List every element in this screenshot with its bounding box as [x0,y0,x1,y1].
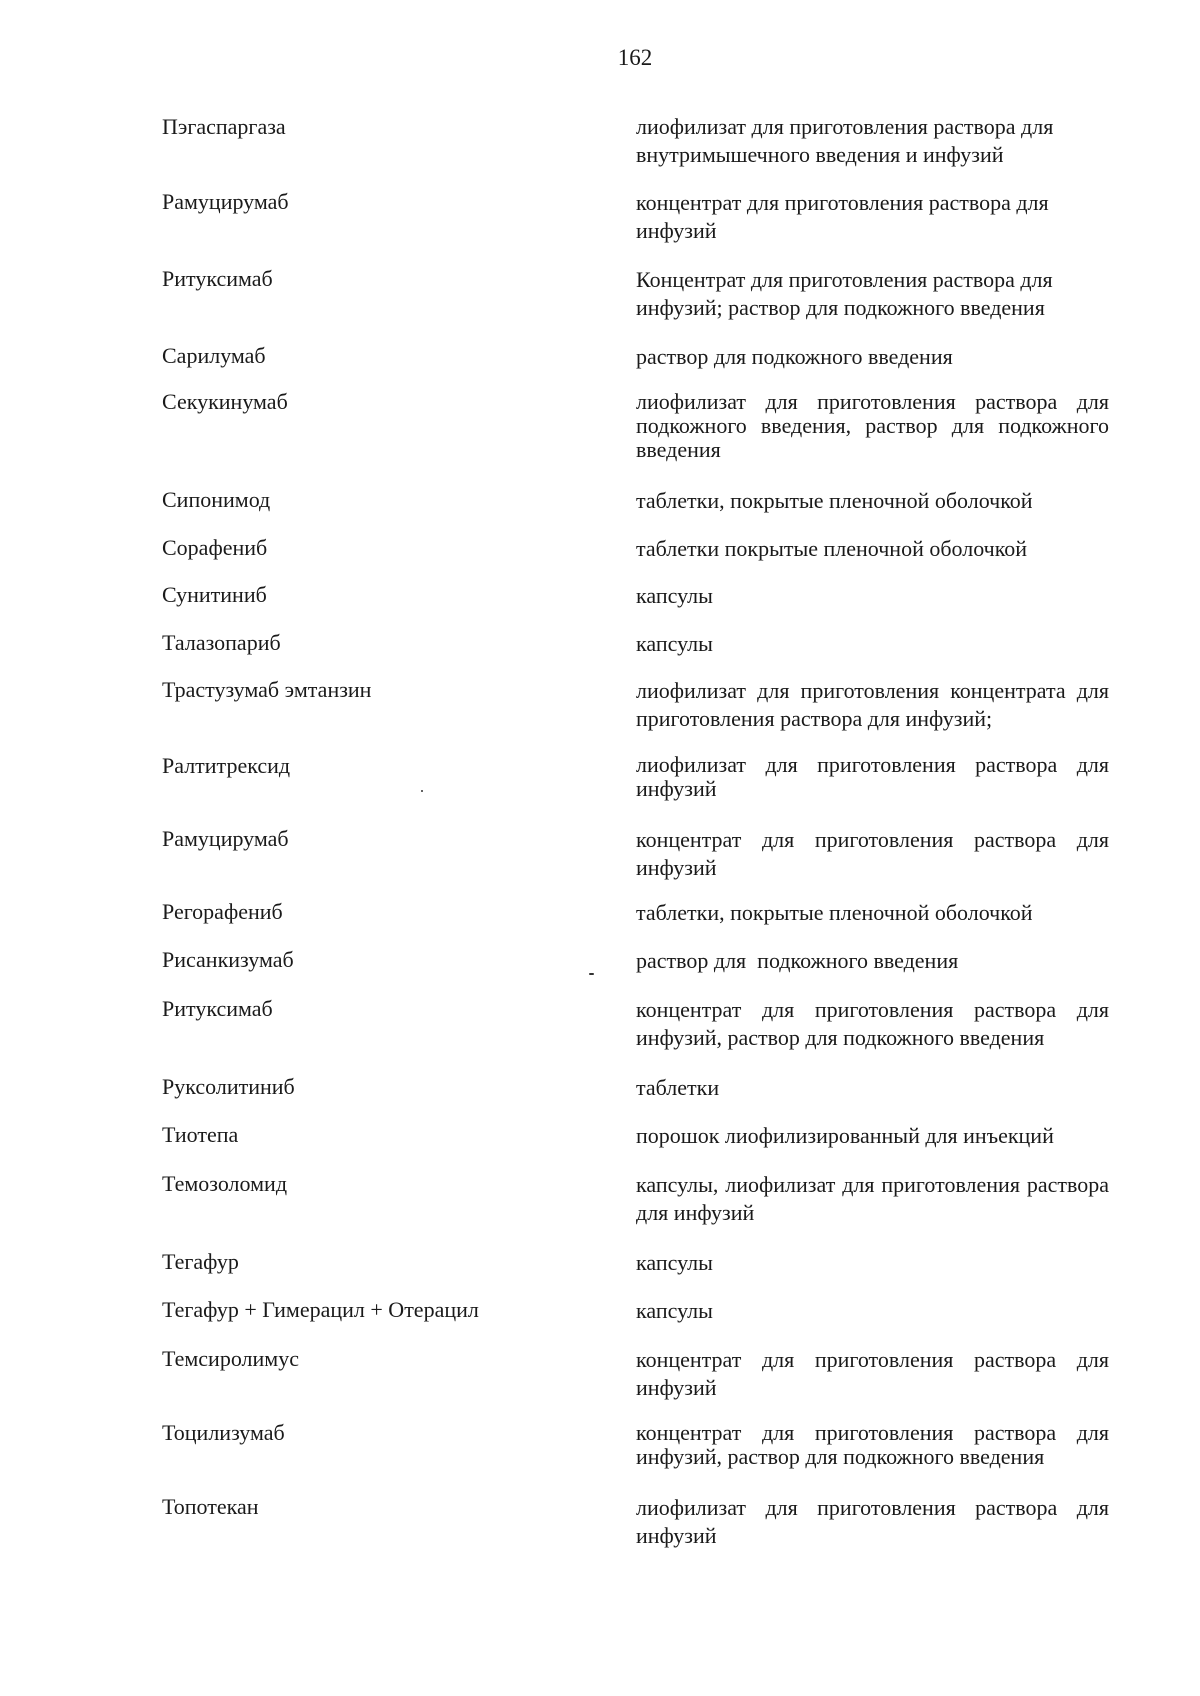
drug-name: Тегафур [162,1249,239,1274]
dosage-form: лиофилизат для приготовления раствора для инфузий [636,752,1109,801]
drug-name: Ритуксимаб [162,266,273,291]
drug-name: Топотекан [162,1494,259,1519]
dosage-form: таблетки [636,1075,720,1100]
drug-name: Тиотепа [162,1122,239,1147]
dosage-form: концентрат для приготовления раствора для инфузий, раствор для подкожного введения [636,1420,1109,1469]
drug-name: Ралтитрексид [162,753,291,778]
drug-name: Темозоломид [162,1171,288,1196]
dosage-form: концентрат для приготовления раствора для инфузий [636,1347,1109,1400]
drug-name: Тегафур + Гимерацил + Отерацил [162,1297,479,1322]
drug-name: Сорафениб [162,535,268,560]
dosage-form: капсулы, лиофилизат для приготовления раствора для инфузий [636,1172,1109,1225]
drug-name: Рамуцирумаб [162,826,289,851]
dosage-form: лиофилизат для приготовления раствора для подкожного введения, раствор для подкожного введения [636,389,1109,462]
scan-speck [589,973,594,975]
dosage-form: капсулы [636,1250,713,1275]
drug-name: Пэгаспаргаза [162,114,286,139]
drug-name: Сарилумаб [162,343,266,368]
drug-name: Рисанкизумаб [162,947,294,972]
drug-name: Ритуксимаб [162,996,273,1021]
drug-name: Сипонимод [162,487,271,512]
dosage-form: капсулы [636,631,713,656]
scan-speck [421,790,423,792]
dosage-form: концентрат для приготовления раствора для инфузий [636,190,1049,243]
dosage-form: раствор для подкожного введения [636,344,953,369]
dosage-form: Концентрат для приготовления раствора для инфузий; раствор для подкожного введения [636,267,1053,320]
dosage-form: лиофилизат для приготовления раствора для внутримышечного введения и инфузий [636,114,1054,167]
drug-name: Регорафениб [162,899,283,924]
drug-name: Сунитиниб [162,582,267,607]
dosage-form: лиофилизат для приготовления раствора для инфузий [636,1495,1109,1548]
dosage-form: порошок лиофилизированный для инъекций [636,1123,1054,1148]
dosage-form: капсулы [636,583,713,608]
drug-name: Талазопариб [162,630,281,655]
drug-name: Тоцилизумаб [162,1420,285,1445]
drug-name: Трастузумаб эмтанзин [162,677,372,702]
dosage-form: таблетки, покрытые пленочной оболочкой [636,488,1033,513]
dosage-form: раствор для подкожного введения [636,948,959,973]
drug-name: Рамуцирумаб [162,189,289,214]
dosage-form: таблетки, покрытые пленочной оболочкой [636,900,1033,925]
dosage-form: таблетки покрытые пленочной оболочкой [636,536,1028,561]
dosage-form: лиофилизат для приготовления концентрата для приготовления раствора для инфузий; [636,678,1109,731]
drug-name: Руксолитиниб [162,1074,295,1099]
drug-name: Темсиролимус [162,1346,299,1371]
dosage-form: капсулы [636,1298,713,1323]
drug-name: Секукинумаб [162,389,288,414]
page-number: 162 [617,45,653,70]
dosage-form: концентрат для приготовления раствора для инфузий [636,827,1109,880]
dosage-form: концентрат для приготовления раствора для инфузий, раствор для подкожного введения [636,997,1109,1050]
